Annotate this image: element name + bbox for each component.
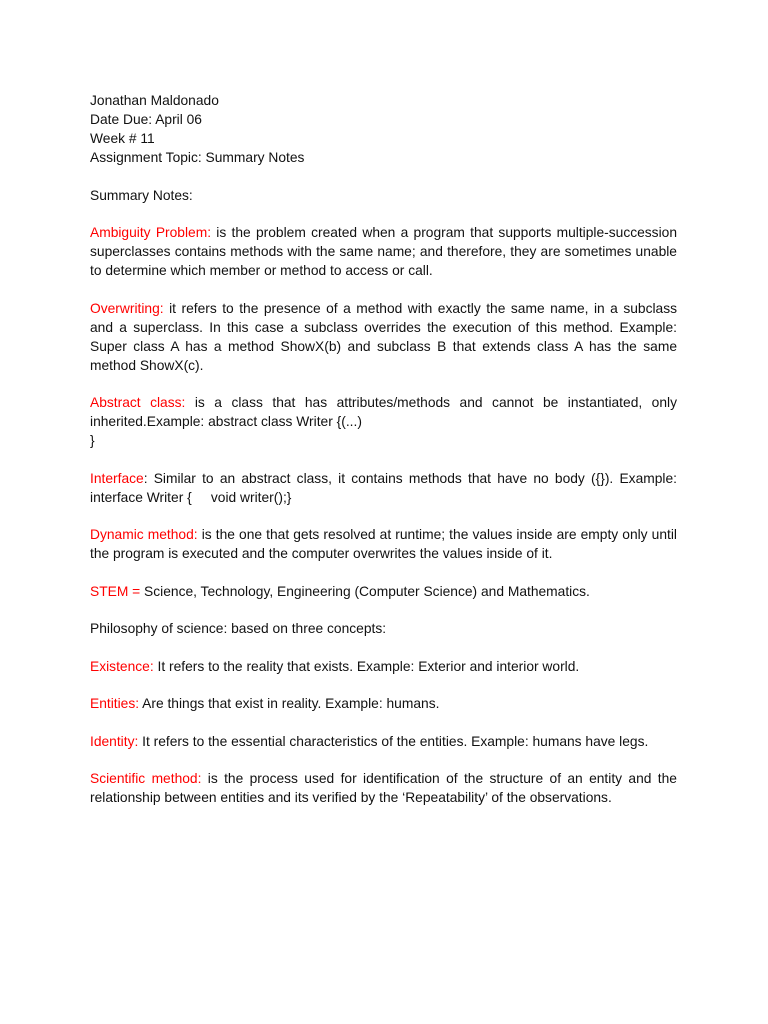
concept-definition: It refers to the essential characteristics of the entities. Example: humans have legs. (138, 733, 649, 749)
entry-abstract-class (90, 393, 677, 450)
entry-term: Dynamic method: (90, 527, 198, 542)
entry-closing-brace: } (90, 433, 95, 448)
week-number: Week # 11 (90, 131, 155, 146)
concept-term: Scientific method: (90, 771, 202, 786)
concept-definition: Are things that exist in reality. Example: humans. (139, 696, 440, 711)
entry-overwriting (90, 299, 677, 375)
entry-definition: is the one that gets resolved at runtime; the values inside are empty only until the program is executed and the computer overwrites the values inside of it. (90, 527, 677, 561)
concept-definition: It refers to the reality that exists. Example: Exterior and interior world. (153, 658, 580, 674)
entry-definition: is the problem created when a program that supports multiple-succession superclasses contains methods with the same name; and therefore, they are sometimes unable to determine which member or method to access or call. (90, 225, 677, 278)
concept-term: Entities: (90, 696, 140, 711)
document-page (90, 91, 681, 826)
concept-definition: is the process used for identification of the structure of an entity and the relationship between entities and its verified by the ‘Repeatability’ of the observations. (90, 771, 677, 805)
concept-term: Existence: (90, 658, 154, 674)
concept-term: Identity: (90, 733, 139, 749)
document-header (90, 91, 677, 167)
entry-term: Interface (90, 470, 144, 486)
entry-interface (90, 469, 681, 507)
entry-definition: Science, Technology, Engineering (Computer Science) and Mathematics. (140, 583, 590, 599)
entry-term: Overwriting: (90, 300, 164, 316)
concept-existence (90, 657, 677, 676)
entry-definition: is a class that has attributes/methods and cannot be instantiated, only inherited.Example: abstract class Writer {(...) (90, 395, 677, 429)
concept-scientific-method (90, 769, 677, 807)
spacer (90, 205, 677, 224)
entry-definition: it refers to the presence of a method with exactly the same name, in a subclass and a superclass. In this case a subclass overrides the execution of this method. Example: Super class A has a method ShowX(b) and subclass B that extends class A has the same method ShowX(c). (90, 300, 677, 373)
philosophy-intro: Philosophy of science: based on three concepts: (90, 621, 387, 636)
spacer (90, 167, 677, 186)
entry-stem (90, 582, 677, 601)
entry-term: Abstract class: (90, 395, 186, 410)
concept-entities (90, 694, 677, 713)
assignment-topic: Assignment Topic: Summary Notes (90, 150, 305, 165)
entry-term: Ambiguity Problem: (90, 225, 212, 240)
summary-heading: Summary Notes: (90, 187, 193, 203)
concept-identity (90, 732, 677, 751)
author-name: Jonathan Maldonado (90, 93, 219, 108)
entry-dynamic-method (90, 525, 677, 563)
entry-term: STEM = (90, 583, 141, 599)
entry-definition: : Similar to an abstract class, it contains methods that have no body ({}). Example: interface Writer { void writer();} (90, 470, 681, 505)
due-date: Date Due: April 06 (90, 112, 202, 127)
entry-ambiguity-problem (90, 223, 677, 280)
